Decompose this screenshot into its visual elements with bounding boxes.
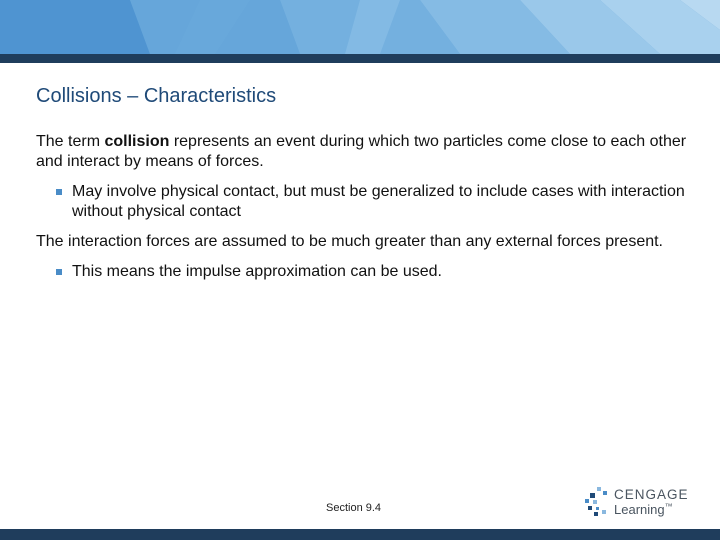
logo-wordmark-top: CENGAGE — [614, 487, 689, 502]
paragraph-interaction-forces: The interaction forces are assumed to be much greater than any external forces present. — [36, 233, 663, 250]
logo-wordmark-bottom — [614, 502, 673, 517]
bullet-item-impulse — [36, 262, 696, 282]
paragraph1-prefix: The term — [36, 133, 105, 150]
logo-learning: Learning — [614, 502, 665, 517]
header-pattern-graphic — [0, 0, 720, 54]
square-bullet-icon — [56, 269, 62, 275]
paragraph1-suffix: represents an event during which two particles come close to each other and interact by means of forces. — [36, 133, 687, 170]
square-bullet-icon — [56, 189, 62, 195]
paragraph1-bold-term: collision — [104, 133, 170, 150]
footer-rule — [0, 529, 720, 540]
header-rule — [0, 54, 720, 63]
section-label: Section 9.4 — [326, 502, 382, 514]
header-decoration — [0, 0, 720, 54]
bullet2-text: This means the impulse approximation can be used. — [72, 263, 442, 280]
paragraph-collision-definition — [36, 132, 696, 172]
bullet1-text: May involve physical contact, but must be generalized to include cases with interaction without physical contact — [72, 183, 685, 220]
cengage-logo — [583, 485, 693, 519]
cengage-mark-icon — [583, 485, 611, 517]
logo-trademark: ™ — [664, 502, 673, 511]
slide-body — [36, 132, 696, 292]
bullet-item-contact — [36, 182, 696, 222]
slide-title: Collisions – Characteristics — [36, 85, 277, 107]
